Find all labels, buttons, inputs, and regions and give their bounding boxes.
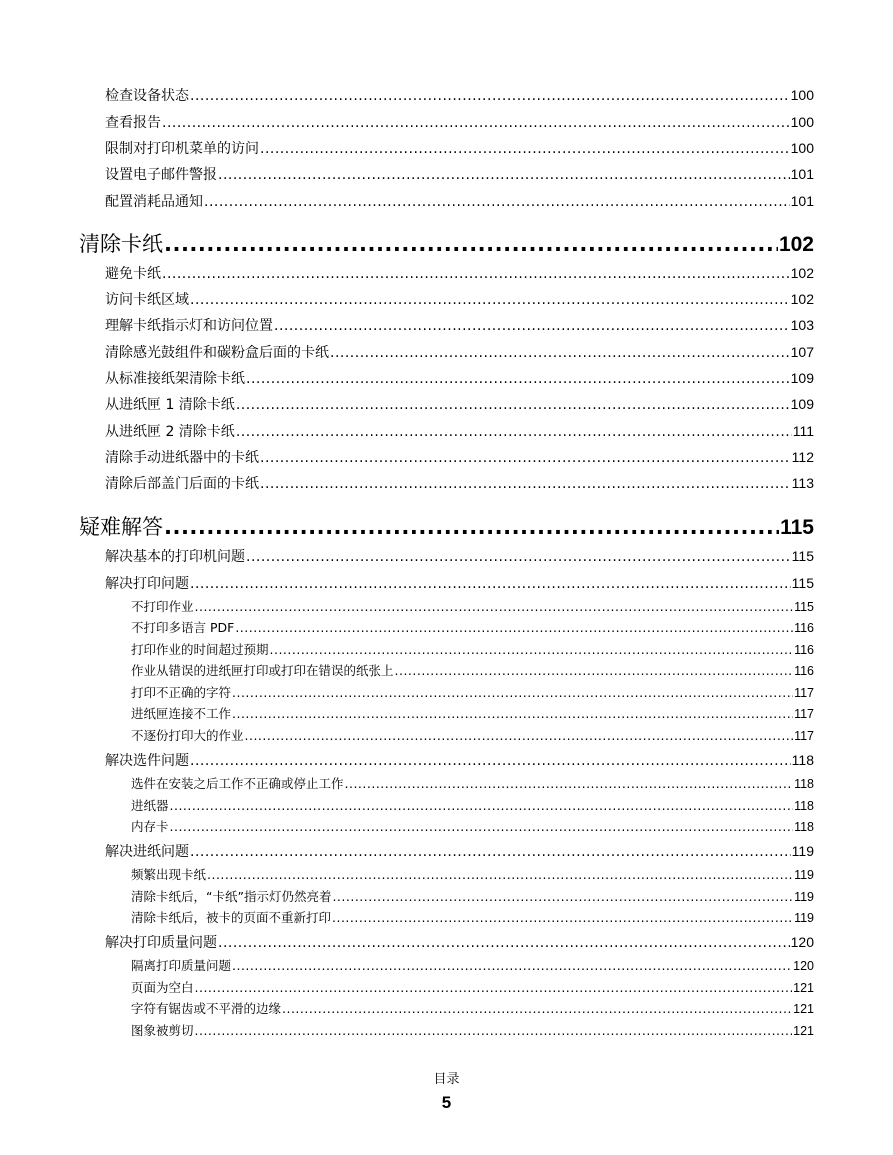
toc-subentry-page: 121: [793, 1024, 814, 1038]
dot-leader: [246, 549, 791, 565]
dot-leader: [260, 476, 791, 492]
dot-leader: [164, 515, 779, 539]
toc-entry[interactable]: [105, 932, 814, 952]
dot-leader: [190, 753, 791, 769]
toc-subentry-page: 116: [794, 621, 814, 635]
toc-entry[interactable]: [105, 85, 814, 105]
footer-section-label: 目录: [433, 1072, 460, 1087]
dot-leader: [260, 141, 790, 157]
toc-entry-label: 清除感光鼓组件和碳粉盒后面的卡纸: [105, 345, 329, 361]
toc-subentry-label: 不逐份打印大的作业: [131, 728, 244, 743]
toc-subentry-label: 频繁出现卡纸: [131, 867, 207, 882]
toc-entry-page: 100: [790, 140, 814, 156]
toc-subentry-label: 打印不正确的字符: [131, 685, 232, 700]
toc-subentry-page: 119: [794, 911, 814, 925]
toc-subentry-label: 选件在安装之后工作不正确或停止工作: [131, 776, 344, 791]
toc-chapter-page: 102: [778, 233, 814, 256]
toc-subentry-label: 清除卡纸后，被卡的页面不重新打印: [131, 910, 332, 925]
toc-subentry-page: 118: [794, 799, 814, 813]
toc-subentry-label: 进纸匣连接不工作: [131, 706, 232, 721]
toc-subentry-page: 115: [794, 600, 814, 614]
toc-entry-page: 102: [790, 265, 814, 281]
toc-subentry[interactable]: [131, 618, 814, 636]
toc-subentry-label: 字符有锯齿或不平滑的边缘: [131, 1001, 282, 1016]
toc-entry-label: 从进纸匣 1 清除卡纸: [105, 397, 235, 413]
toc-entry[interactable]: [105, 263, 814, 283]
dot-leader: [282, 1001, 792, 1016]
toc-subentry-label: 不打印作业: [131, 599, 194, 614]
toc-subentry-page: 118: [794, 777, 814, 791]
dot-leader: [270, 642, 794, 657]
toc-entry[interactable]: [105, 473, 814, 493]
toc-subentry[interactable]: [131, 978, 814, 996]
toc-entry-page: 115: [791, 548, 814, 564]
toc-entry[interactable]: [105, 573, 814, 593]
toc-entry-page: 101: [790, 166, 814, 182]
toc-entry-label: 理解卡纸指示灯和访问位置: [105, 318, 273, 334]
toc-entry-page: 118: [791, 752, 814, 768]
toc-subentry-label: 页面为空白: [131, 980, 194, 995]
toc-subentry-label: 清除卡纸后，“卡纸”指示灯仍然亮着: [131, 889, 332, 904]
dot-leader: [345, 776, 794, 791]
toc-subentry-label: 图象被剪切: [131, 1023, 194, 1038]
dot-leader: [170, 798, 794, 813]
toc-entry-page: 107: [790, 344, 814, 360]
toc-entry[interactable]: [105, 315, 814, 335]
dot-leader: [235, 620, 793, 635]
toc-entry-page: 120: [790, 934, 814, 950]
toc-entry-page: 102: [790, 291, 814, 307]
toc-chapter-page: 115: [780, 516, 814, 539]
toc-subentry-page: 117: [794, 686, 814, 700]
toc-entry-label: 检查设备状态: [105, 88, 189, 104]
toc-entry-label: 清除后部盖门后面的卡纸: [105, 476, 259, 492]
toc-subentry-label: 内存卡: [131, 819, 169, 834]
toc-entry-page: 101: [790, 193, 814, 209]
toc-subentry[interactable]: [131, 683, 814, 701]
toc-entry[interactable]: [105, 342, 814, 362]
dot-leader: [195, 1023, 793, 1038]
toc-entry-page: 100: [790, 87, 814, 103]
toc-entry-page: 109: [790, 370, 814, 386]
toc-subentry[interactable]: [131, 956, 814, 974]
toc-entry-label: 清除手动进纸器中的卡纸: [105, 450, 259, 466]
toc-subentry-page: 121: [793, 981, 814, 995]
toc-subentry[interactable]: [131, 865, 814, 883]
dot-leader: [330, 345, 790, 361]
toc-chapter-heading[interactable]: [79, 228, 814, 258]
toc-subentry-label: 隔离打印质量问题: [131, 958, 232, 973]
toc-subentry-page: 116: [794, 664, 814, 678]
toc-entry[interactable]: [105, 546, 814, 566]
toc-entry-label: 从标准接纸架清除卡纸: [105, 371, 245, 387]
toc-subentry[interactable]: [131, 704, 814, 722]
dot-leader: [232, 685, 793, 700]
dot-leader: [164, 232, 778, 256]
toc-subentry[interactable]: [131, 726, 814, 744]
toc-subentry-label: 打印作业的时间超过预期: [131, 642, 269, 657]
toc-entry-label: 解决基本的打印机问题: [105, 549, 245, 565]
dot-leader: [236, 424, 792, 440]
toc-entry-page: 111: [792, 423, 814, 439]
toc-entry[interactable]: [105, 368, 814, 388]
toc-entry-page: 109: [790, 396, 814, 412]
toc-entry[interactable]: [105, 289, 814, 309]
toc-subentry[interactable]: [131, 661, 814, 679]
toc-entry-label: 设置电子邮件警报: [105, 167, 217, 183]
dot-leader: [190, 844, 791, 860]
dot-leader: [162, 115, 790, 131]
dot-leader: [332, 889, 793, 904]
dot-leader: [232, 706, 793, 721]
toc-subentry[interactable]: [131, 908, 814, 926]
toc-subentry[interactable]: [131, 774, 814, 792]
toc-entry-label: 访问卡纸区域: [105, 292, 189, 308]
toc-entry-page: 119: [791, 843, 814, 859]
toc-subentry-page: 116: [794, 643, 814, 657]
toc-entry-page: 113: [791, 475, 814, 491]
toc-entry-page: 112: [791, 449, 814, 465]
toc-entry-label: 配置消耗品通知: [105, 194, 203, 210]
dot-leader: [332, 910, 793, 925]
toc-subentry-page: 117: [794, 729, 814, 743]
toc-subentry[interactable]: [131, 999, 814, 1017]
toc-subentry-page: 120: [793, 959, 814, 973]
toc-entry-label: 从进纸匣 2 清除卡纸: [105, 424, 235, 440]
dot-leader: [162, 266, 790, 282]
toc-subentry[interactable]: [131, 887, 814, 905]
footer-page-number: 5: [441, 1093, 452, 1112]
toc-subentry-page: 121: [793, 1002, 814, 1016]
toc-subentry-page: 118: [794, 820, 814, 834]
dot-leader: [195, 980, 793, 995]
dot-leader: [195, 599, 794, 614]
toc-entry-label: 限制对打印机菜单的访问: [105, 141, 259, 157]
dot-leader: [260, 450, 791, 466]
dot-leader: [246, 371, 790, 387]
dot-leader: [232, 958, 792, 973]
toc-entry-label: 查看报告: [105, 115, 161, 131]
toc-entry[interactable]: [105, 750, 814, 770]
toc-subentry-page: 119: [794, 890, 814, 904]
toc-entry-page: 115: [791, 575, 814, 591]
dot-leader: [190, 576, 791, 592]
toc-subentry[interactable]: [131, 597, 814, 615]
toc-subentry-label: 进纸器: [131, 798, 169, 813]
dot-leader: [236, 397, 790, 413]
toc-subentry-label: 不打印多语言 PDF: [131, 620, 235, 635]
toc-entry[interactable]: [105, 421, 814, 441]
toc-subentry-page: 117: [794, 707, 814, 721]
toc-entry-page: 103: [790, 317, 814, 333]
dot-leader: [218, 935, 790, 951]
toc-entry[interactable]: [105, 164, 814, 184]
toc-subentry[interactable]: [131, 640, 814, 658]
toc-chapter-heading[interactable]: [79, 511, 814, 541]
toc-subentry[interactable]: [131, 817, 814, 835]
toc-entry-label: 解决打印问题: [105, 576, 189, 592]
toc-subentry[interactable]: [131, 796, 814, 814]
dot-leader: [204, 194, 790, 210]
dot-leader: [170, 819, 794, 834]
dot-leader: [245, 728, 794, 743]
toc-entry[interactable]: [105, 841, 814, 861]
dot-leader: [218, 167, 790, 183]
toc-subentry[interactable]: [131, 1021, 814, 1039]
toc-subentry-label: 作业从错误的进纸匣打印或打印在错误的纸张上: [131, 663, 394, 678]
toc-entry[interactable]: [105, 112, 814, 132]
toc-entry[interactable]: [105, 447, 814, 467]
dot-leader: [395, 663, 794, 678]
dot-leader: [190, 292, 790, 308]
toc-entry[interactable]: [105, 394, 814, 414]
dot-leader: [207, 867, 793, 882]
toc-entry[interactable]: [105, 138, 814, 158]
toc-entry-label: 避免卡纸: [105, 266, 161, 282]
toc-entry-label: 解决进纸问题: [105, 844, 189, 860]
toc-entry-page: 100: [790, 114, 814, 130]
toc-entry-label: 解决选件问题: [105, 753, 189, 769]
dot-leader: [274, 318, 790, 334]
dot-leader: [190, 88, 790, 104]
toc-entry-label: 解决打印质量问题: [105, 935, 217, 951]
toc-subentry-page: 119: [794, 868, 814, 882]
toc-chapter-label: 疑难解答: [79, 515, 163, 539]
toc-entry[interactable]: [105, 191, 814, 211]
toc-chapter-label: 清除卡纸: [79, 232, 163, 256]
